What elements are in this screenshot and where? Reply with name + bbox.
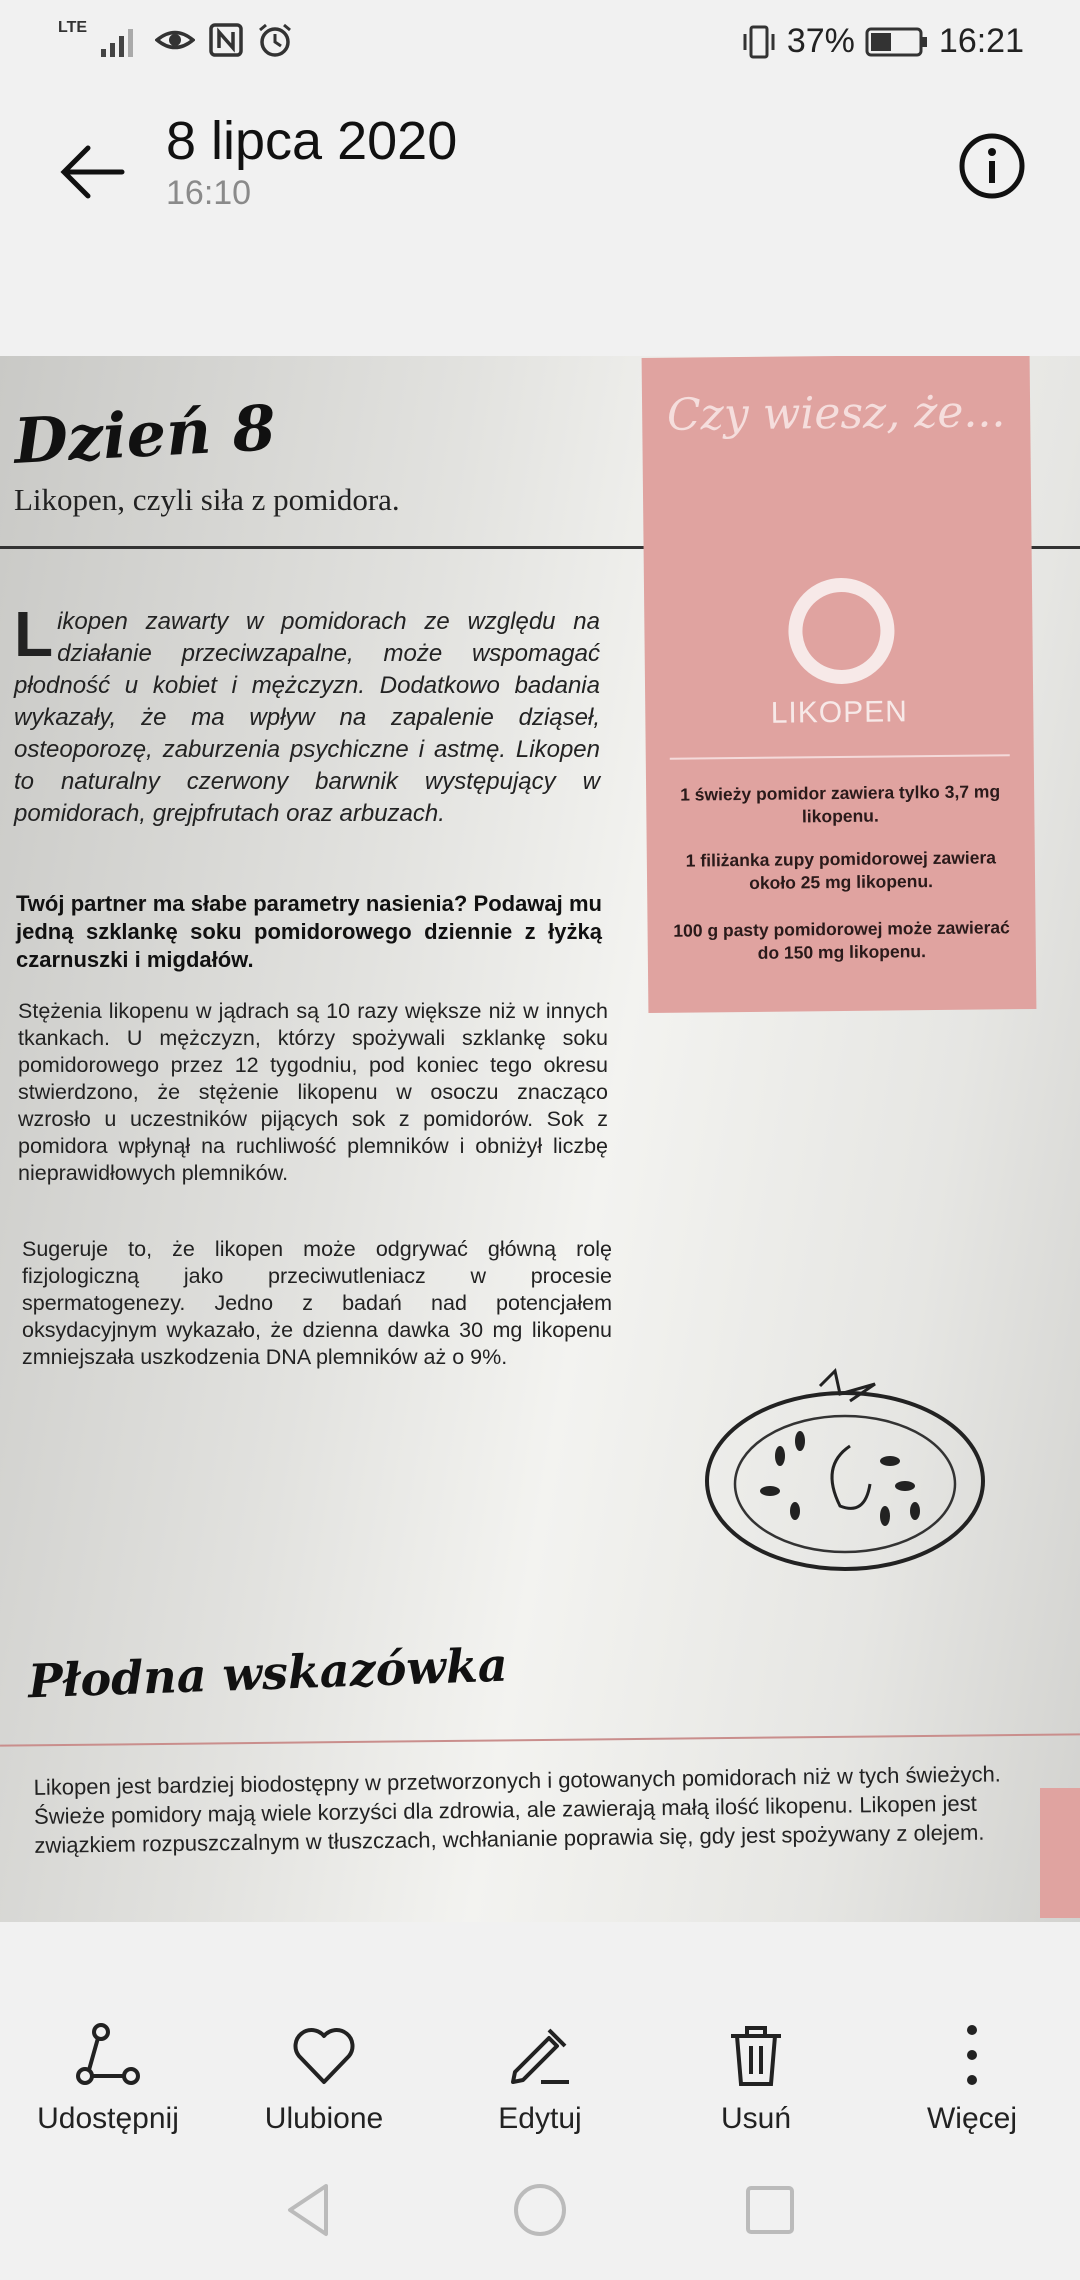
- delete-label: Usuń: [720, 2102, 792, 2135]
- app-bar: [0, 92, 1080, 242]
- article-subtitle: Likopen, czyli siła z pomidora.: [14, 482, 400, 517]
- battery-percent: 37%: [786, 22, 855, 60]
- divider: [670, 754, 1010, 760]
- page-edge: [1040, 1788, 1080, 1918]
- paragraph-2: Sugeruje to, że likopen może odgrywać główną rolę fizjologiczną jako przeciwutleniacz w procesie spermatogenezy. Jedno z badań nad potencjałem oksydacyjnym wykazało, że dzienna dawka 30 mg likopenu zmniejszała uszkodzenia DNA plemników aż o 9%.: [22, 1237, 612, 1369]
- pencil-icon: [505, 2020, 575, 2090]
- intro-text: ikopen zawarty w pomidorach ze względu na działanie przeciwzapalne, może wspomagać płodność u kobiet i mężczyzn. Dodatkowo badania wykazały, że ma wpływ na zapalenie dziąseł, osteoporozę, zaburzenia psychiczne i astmę. Likopen to naturalny czerwony barwnik występujący w pomidorach, grejpfrutach oraz arbuzach.: [14, 608, 600, 827]
- nav-home-icon[interactable]: [510, 2180, 570, 2240]
- more-button[interactable]: [864, 2020, 1080, 2136]
- vibrate-icon: [741, 24, 777, 60]
- delete-button[interactable]: [648, 2020, 864, 2136]
- tomato-illustration-icon: [700, 1366, 1000, 1576]
- bold-paragraph: Twój partner ma słabe parametry nasienia? Podawaj mu jedną szklankę soku pomidorowego dziennie z łyżką czarnuszki i migdałów.: [16, 891, 602, 972]
- drop-cap: L: [14, 598, 54, 670]
- share-icon: [73, 2020, 143, 2090]
- clock: 16:21: [938, 22, 1024, 60]
- trash-icon: [721, 2020, 791, 2090]
- divider: [0, 1733, 1080, 1746]
- status-bar: [0, 0, 1080, 92]
- info-icon[interactable]: [956, 130, 1028, 202]
- system-nav-bar: [0, 2180, 1080, 2260]
- edit-button[interactable]: [432, 2020, 648, 2136]
- nav-recents-icon[interactable]: [740, 2180, 800, 2240]
- day-title: Dzień 8: [12, 391, 278, 478]
- alarm-icon: [257, 22, 293, 58]
- more-vertical-icon: [937, 2020, 1007, 2090]
- did-you-know-box: [642, 356, 1037, 1013]
- photo-viewer[interactable]: [0, 356, 1080, 1922]
- tip-text: Likopen jest bardziej biodostępny w przetworzonych i gotowanych pomidorach niż w tych świeżych. Świeże pomidory mają wiele korzyści dla zdrowia, ale zawierają małą ilość likopenu. Likopen jest związkiem rozpuszczalnym w tłuszczach, wchłanianie poprawia się, gdy jest spożywany z olejem.: [33, 1761, 1001, 1858]
- favorite-button[interactable]: [216, 2020, 432, 2136]
- edit-label: Edytuj: [498, 2102, 582, 2135]
- more-label: Więcej: [926, 2102, 1017, 2135]
- nfc-icon: [209, 23, 243, 57]
- intro-paragraph: [14, 598, 600, 830]
- back-arrow-icon[interactable]: [52, 132, 132, 212]
- signal-icon: [101, 23, 141, 57]
- tomato-ring-icon: [788, 577, 895, 684]
- did-you-know-title: Czy wiesz, że...: [666, 386, 1006, 441]
- favorite-label: Ulubione: [264, 2102, 384, 2135]
- nav-back-icon[interactable]: [280, 2180, 340, 2240]
- bottom-action-bar: [0, 1990, 1080, 2150]
- fact-item: 100 g pasty pomidorowej może zawierać do 150 mg likopenu.: [673, 917, 1010, 963]
- share-label: Udostępnij: [37, 2102, 179, 2135]
- page-title: 8 lipca 2020: [166, 111, 458, 171]
- lycopene-label: LIKOPEN: [770, 695, 909, 730]
- fact-item: 1 filiżanka zupy pomidorowej zawiera około 25 mg likopenu.: [685, 847, 997, 893]
- heart-icon: [289, 2020, 359, 2090]
- tip-title: Płodna wskazówka: [27, 1637, 509, 1709]
- paragraph-1: Stężenia likopenu w jądrach są 10 razy większe niż w innych tkankach. U mężczyzn, którzy spożywali szklankę soku pomidorowego przez 12 tygodniu, pod koniec tego okresu stwierdzono, że stężenie likopenu w osoczu znacząco wzrosło u uczestników pijących sok z pomidorów. Sok z pomidora wpłynął na ruchliwość plemników i obniżył liczbę nieprawidłowych plemników.: [18, 999, 608, 1185]
- fact-item: 1 świeży pomidor zawiera tylko 3,7 mg likopenu.: [680, 781, 1001, 827]
- battery-icon: [865, 26, 929, 58]
- lte-label: LTE: [58, 19, 88, 36]
- page-subtitle: 16:10: [166, 174, 252, 212]
- eye-comfort-icon: [155, 23, 195, 57]
- share-button[interactable]: [0, 2020, 216, 2136]
